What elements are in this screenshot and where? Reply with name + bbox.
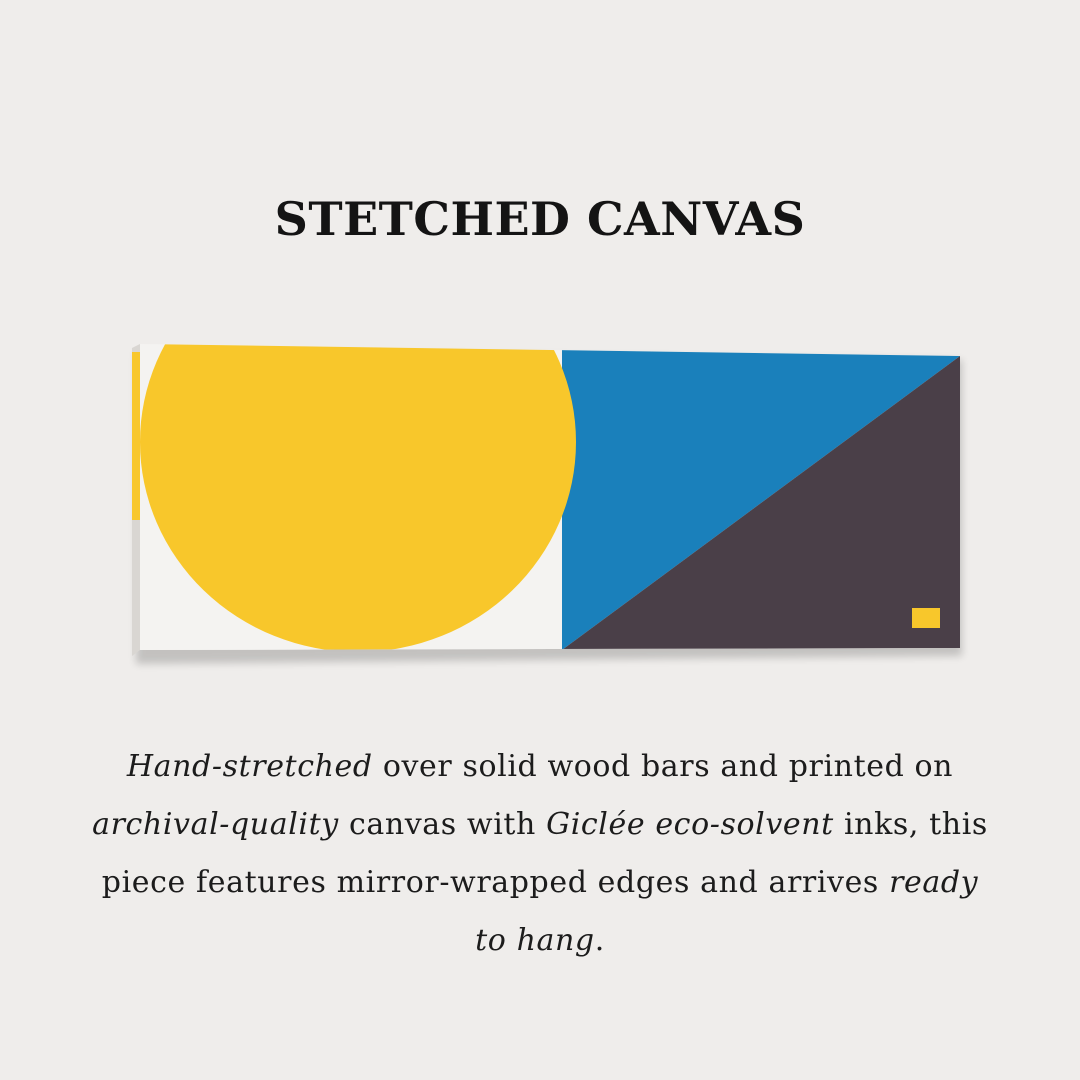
description-emphasis-archival: archival-quality	[92, 807, 339, 842]
description-emphasis-hand-stretched: Hand-stretched	[126, 749, 373, 784]
canvas-face	[140, 232, 970, 658]
description-text-2: canvas with	[338, 807, 547, 842]
product-description	[90, 738, 990, 970]
description-text-4: .	[594, 923, 605, 958]
description-text-1: over solid wood bars and printed on	[372, 749, 954, 784]
canvas-artwork-svg	[122, 338, 972, 668]
small-yellow-square	[912, 608, 940, 628]
canvas-left-edge-yellow	[132, 352, 140, 520]
description-emphasis-ready: ready to hang	[475, 865, 979, 958]
page-title: STETCHED CANVAS	[274, 192, 806, 246]
description-emphasis-giclee: Giclée eco-solvent	[546, 807, 834, 842]
canvas-artwork-preview	[122, 338, 972, 668]
description-text-3: inks, this piece features mirror-wrapped edges and arrives	[101, 807, 988, 900]
yellow-circle	[140, 232, 576, 652]
